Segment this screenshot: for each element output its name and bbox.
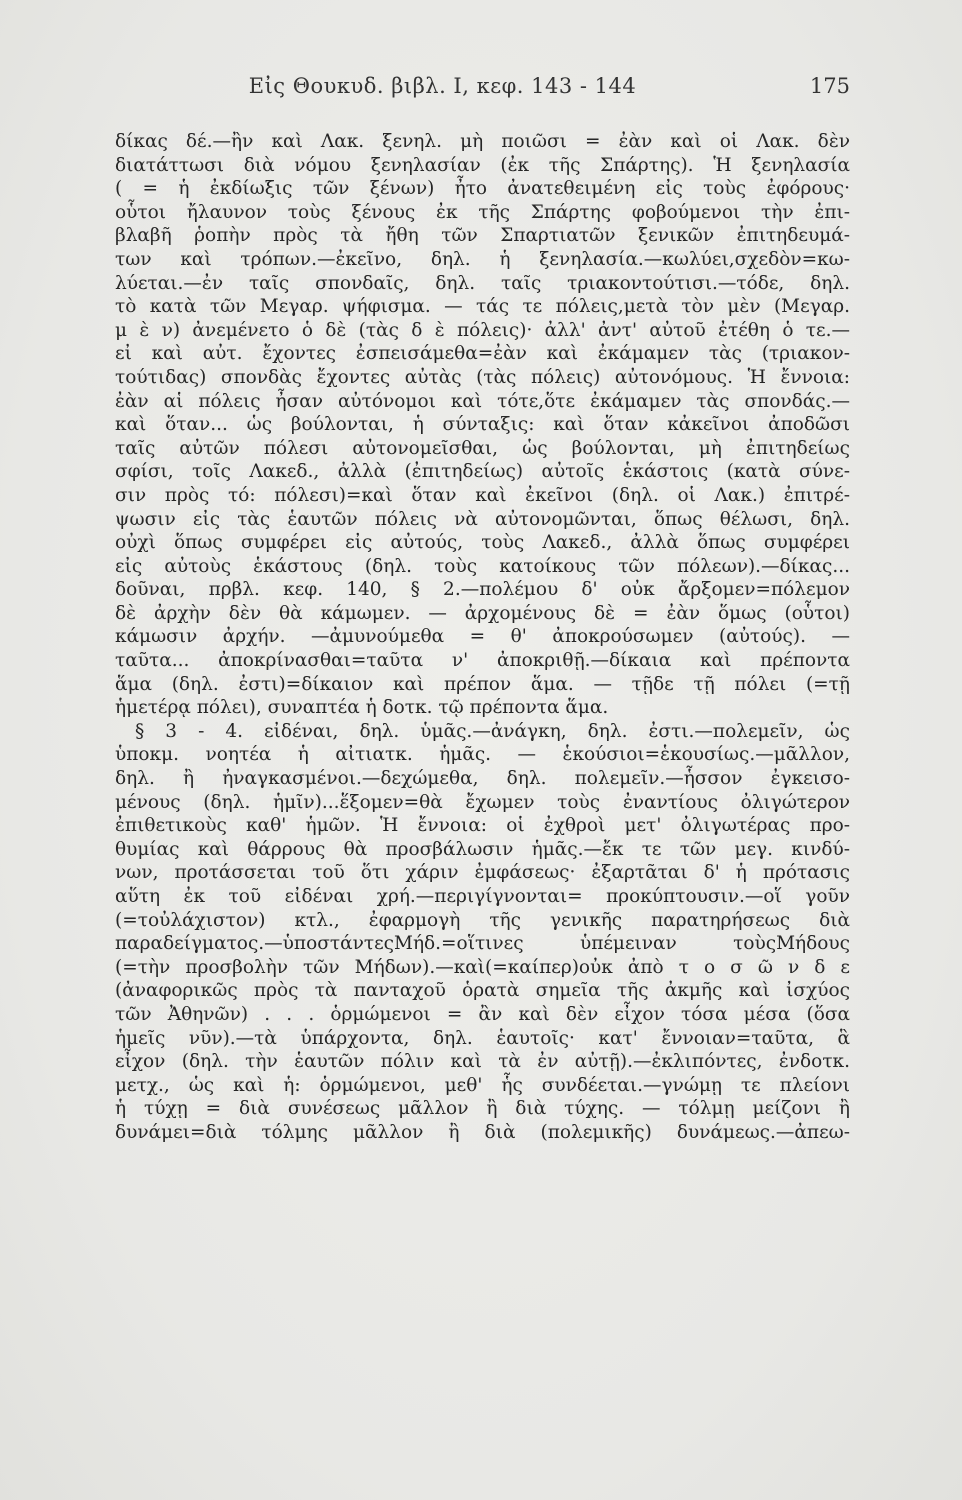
text-line: ἡμεῖς νῦν).—τὰ ὑπάρχοντα, δηλ. ἑαυτοῖς· κατ' ἔννοιαν=ταῦτα, ἃ: [115, 1027, 850, 1049]
text-line: εἰ καὶ αὐτ. ἔχοντες ἐσπεισάμεθα=ἐὰν καὶ ἐκάμαμεν τὰς (τριακον-: [115, 343, 850, 365]
text-line: ψωσιν εἰς τὰς ἑαυτῶν πόλεις νὰ αὐτονομῶνται, ὅπως θέλωσι, δηλ.: [115, 508, 850, 530]
text-line: δυνάμει=διὰ τόλμης μᾶλλον ἢ διὰ (πολεμικῆς) δυνάμεως.—ἀπεω-: [115, 1121, 850, 1143]
commentary-text: [115, 130, 850, 1145]
text-line: μετχ., ὡς καὶ ἡ: ὁρμώμενοι, μεθ' ἧς συνδέεται.—γνώμῃ τε πλείονι: [115, 1074, 850, 1096]
text-line: δὲ ἀρχὴν δὲν θὰ κάμωμεν. — ἀρχομένους δὲ = ἐὰν ὅμως (οὗτοι): [115, 602, 850, 624]
text-line: παραδείγματος.—ὑποστάντεςΜήδ.=οἵτινες ὑπέμειναν τοὺςΜήδους: [115, 933, 850, 955]
text-line: ἐπιθετικοὺς καθ' ἡμῶν. Ἡ ἔννοια: οἱ ἐχθροὶ μετ' ὀλιγωτέρας προ-: [115, 815, 850, 837]
text-line: τῶν Ἀθηνῶν) . . . ὁρμώμενοι = ἂν καὶ δὲν εἶχον τόσα μέσα (ὅσα: [115, 1003, 850, 1025]
text-line: ἡ τύχῃ = διὰ συνέσεως μᾶλλον ἢ διὰ τύχης. — τόλμῃ μείζονι ἢ: [115, 1098, 850, 1120]
text-line: οὐχὶ ὅπως συμφέρει εἰς αὐτούς, τοὺς Λακεδ., ἀλλὰ ὅπως συμφέρει: [115, 532, 850, 554]
text-line: δίκας δέ.—ἢν καὶ Λακ. ξενηλ. μὴ ποιῶσι = ἐὰν καὶ οἱ Λακ. δὲν: [115, 131, 850, 152]
text-line: εἶχον (δηλ. τὴν ἑαυτῶν πόλιν καὶ τὰ ἐν αὐτῇ).—ἐκλιπόντες, ἐνδοτκ.: [115, 1051, 850, 1073]
text-line: διατάττωσι διὰ νόμου ξενηλασίαν (ἐκ τῆς Σπάρτης). Ἡ ξενηλασία: [115, 154, 850, 176]
text-line: θυμίας καὶ θάρρους θὰ προσβάλωσιν ἡμᾶς.—ἔκ τε τῶν μεγ. κινδύ-: [115, 838, 850, 860]
text-line: ἐὰν αἱ πόλεις ἦσαν αὐτόνομοι καὶ τότε,ὅτε ἐκάμαμεν τὰς σπονδάς.—: [115, 390, 850, 412]
text-line: νων, προτάσσεται τοῦ ὅτι χάριν ἐμφάσεως· ἐξαρτᾶται δ' ἡ πρότασις: [115, 862, 850, 884]
text-line: λύεται.—ἐν ταῖς σπονδαῖς, δηλ. ταῖς τριακοντούτισι.—τόδε, δηλ.: [115, 272, 850, 294]
text-line: σιν πρὸς τό: πόλεσι)=καὶ ὅταν καὶ ἐκεῖνοι (δηλ. οἱ Λακ.) ἐπιτρέ-: [115, 484, 850, 506]
text-line: μένους (δηλ. ἡμῖν)...ἕξομεν=θὰ ἔχωμεν τοὺς ἐναντίους ὀλιγώτερον: [115, 791, 850, 813]
text-line: τούτιδας) σπονδὰς ἔχοντες αὐτὰς (τὰς πόλεις) αὐτονόμους. Ἡ ἔννοια:: [115, 366, 850, 388]
text-line: δηλ. ἢ ἠναγκασμένοι.—δεχώμεθα, δηλ. πολεμεῖν.—ἧσσον ἐγκεισο-: [115, 768, 850, 790]
text-line: ὑποκμ. νοητέα ἡ αἰτιατκ. ἡμᾶς. — ἑκούσιοι=ἑκουσίως.—μᾶλλον,: [115, 744, 850, 766]
text-line: αὕτη ἐκ τοῦ εἰδέναι χρή.—περιγίγνονται= προκύπτουσιν.—οἵ γοῦν: [115, 886, 850, 907]
text-line: ταῖς αὐτῶν πόλεσι αὐτονομεῖσθαι, ὡς βούλονται, μὴ ἐπιτηδείως: [115, 437, 850, 459]
text-line: ἡμετέρᾳ πόλει), συναπτέα ἡ δοτκ. τῷ πρέποντα ἅμα.: [115, 697, 609, 719]
page-header: [115, 74, 850, 104]
text-line: σφίσι, τοῖς Λακεδ., ἀλλὰ (ἐπιτηδείως) αὐτοῖς ἑκάστοις (κατὰ σύνε-: [115, 461, 850, 483]
page-number: 175: [809, 74, 850, 98]
text-line: των καὶ τρόπων.—ἐκεῖνο, δηλ. ἡ ξενηλασία.—κωλύει,σχεδὸν=κω-: [115, 248, 850, 270]
text-line: δοῦναι, πρβλ. κεφ. 140, § 2.—πολέμου δ' οὐκ ἄρξομεν=πόλεμον: [115, 579, 850, 601]
text-line: βλαβῆ ῥοπὴν πρὸς τὰ ἤθη τῶν Σπαρτιατῶν ξενικῶν ἐπιτηδευμά-: [115, 225, 850, 247]
text-line: (=τὴν προσβολὴν τῶν Μήδων).—καὶ(=καίπερ)οὐκ ἀπὸ τ ο σ ῶ ν δ ε: [115, 956, 850, 978]
text-line: ἅμα (δηλ. ἐστι)=δίκαιον καὶ πρέπον ἅμα. — τῇδε τῇ πόλει (=τῇ: [115, 673, 850, 695]
running-head: Εἰς Θουκυδ. βιβλ. Ι, κεφ. 143 - 144: [248, 74, 637, 98]
text-line: (=τοὐλάχιστον) κτλ., ἐφαρμογὴ τῆς γενικῆς παρατηρήσεως διὰ: [115, 909, 850, 931]
text-line: εἰς αὐτοὺς ἑκάστους (δηλ. τοὺς κατοίκους τῶν πόλεων).—δίκας...: [115, 555, 850, 577]
text-line: ( = ἡ ἐκδίωξις τῶν ξένων) ἦτο ἀνατεθειμένη εἰς τοὺς ἐφόρους·: [115, 178, 850, 200]
section-line: § 3 - 4. εἰδέναι, δηλ. ὑμᾶς.—ἀνάγκη, δηλ. ἐστι.—πολεμεῖν, ὡς: [135, 720, 850, 742]
text-line: τὸ κατὰ τῶν Μεγαρ. ψήφισμα. — τάς τε πόλεις,μετὰ τὸν μὲν (Μεγαρ.: [115, 296, 850, 318]
text-line: κάμωσιν ἀρχήν. —ἀμυνούμεθα = θ' ἀποκρούσωμεν (αὐτούς). —: [115, 626, 850, 648]
text-line: μ ὲ ν) ἀνεμένετο ὁ δὲ (τὰς δ ὲ πόλεις)· ἀλλ' ἀντ' αὐτοῦ ἐτέθη ὁ τε.—: [115, 319, 850, 341]
text-line: ταῦτα... ἀποκρίνασθαι=ταῦτα ν' ἀποκριθῇ.—δίκαια καὶ πρέποντα: [115, 650, 850, 672]
text-line: οὗτοι ἤλαυνον τοὺς ξένους ἐκ τῆς Σπάρτης φοβούμενοι τὴν ἐπι-: [115, 201, 850, 223]
text-line: (ἀναφορικῶς πρὸς τὰ πανταχοῦ ὁρατὰ σημεῖα τῆς ἀκμῆς καὶ ἰσχύος: [115, 980, 850, 1002]
text-line: καὶ ὅταν... ὡς βούλονται, ἡ σύνταξις: καὶ ὅταν κἀκεῖνοι ἀποδῶσι: [115, 414, 850, 436]
